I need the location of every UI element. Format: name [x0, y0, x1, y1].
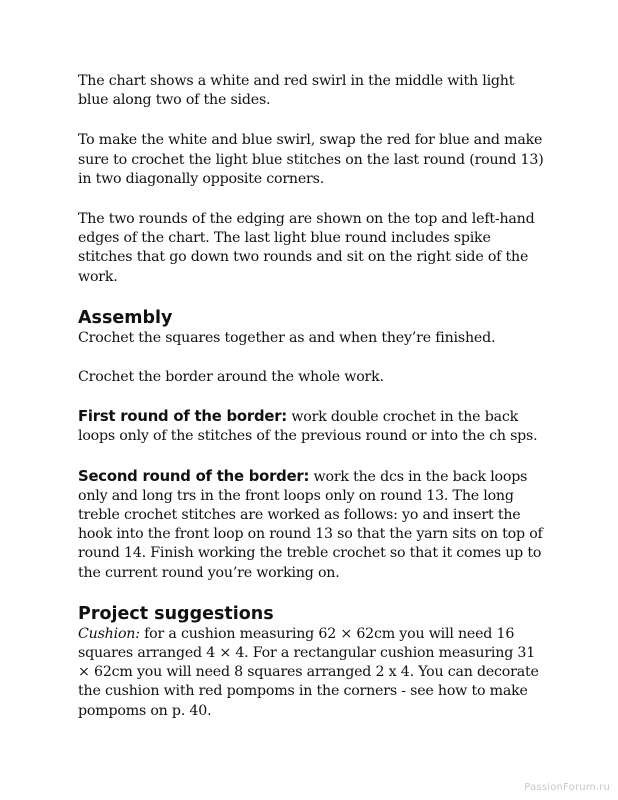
cushion-label: Cushion: [78, 625, 140, 642]
heading-project-suggestions: Project suggestions [78, 603, 274, 624]
heading-assembly: Assembly [78, 307, 173, 328]
paragraph-first-round [78, 407, 548, 446]
paragraph-chart-description: The chart shows a white and red swirl in the middle with light blue along two of the sides. [78, 73, 515, 109]
paragraph-assembly-squares: Crochet the squares together as and when they’re finished. [78, 329, 496, 346]
watermark: PassionForum.ru [524, 782, 610, 793]
cushion-text: for a cushion measuring 62 × 62cm you will need 16 squares arranged 4 × 4. For a rectangular cushion measuring 31 × 62cm you will need 8 squares arranged 2 x 4. You can decorate the cushion with red pompoms in the corners - see how to make pompoms on p. 40. [78, 625, 539, 719]
document-page [78, 72, 548, 721]
second-round-label: Second round of the border: [78, 467, 310, 485]
paragraph-white-blue-swirl: To make the white and blue swirl, swap the red for blue and make sure to crochet the light blue stitches on the last round (round 13) in two diagonally opposite corners. [78, 132, 544, 187]
paragraph-cushion [78, 625, 548, 721]
first-round-text: work double crochet in the back loops only of the stitches of the previous round or into the ch sps. [78, 409, 538, 445]
paragraph-assembly-border: Crochet the border around the whole work. [78, 369, 384, 386]
paragraph-edging: The two rounds of the edging are shown on the top and left-hand edges of the chart. The last light blue round includes spike stitches that go down two rounds and sit on the right side of the work. [78, 211, 535, 285]
second-round-text: work the dcs in the back loops only and long trs in the front loops only on round 13. The long treble crochet stitches are worked as follows: yo and insert the hook into the front loop on round 13 so that the yarn sits on top of round 14. Finish working the treble crochet so that it comes up to the current round you’re working on. [78, 468, 543, 581]
first-round-label: First round of the border: [78, 408, 288, 426]
paragraph-second-round [78, 467, 548, 583]
